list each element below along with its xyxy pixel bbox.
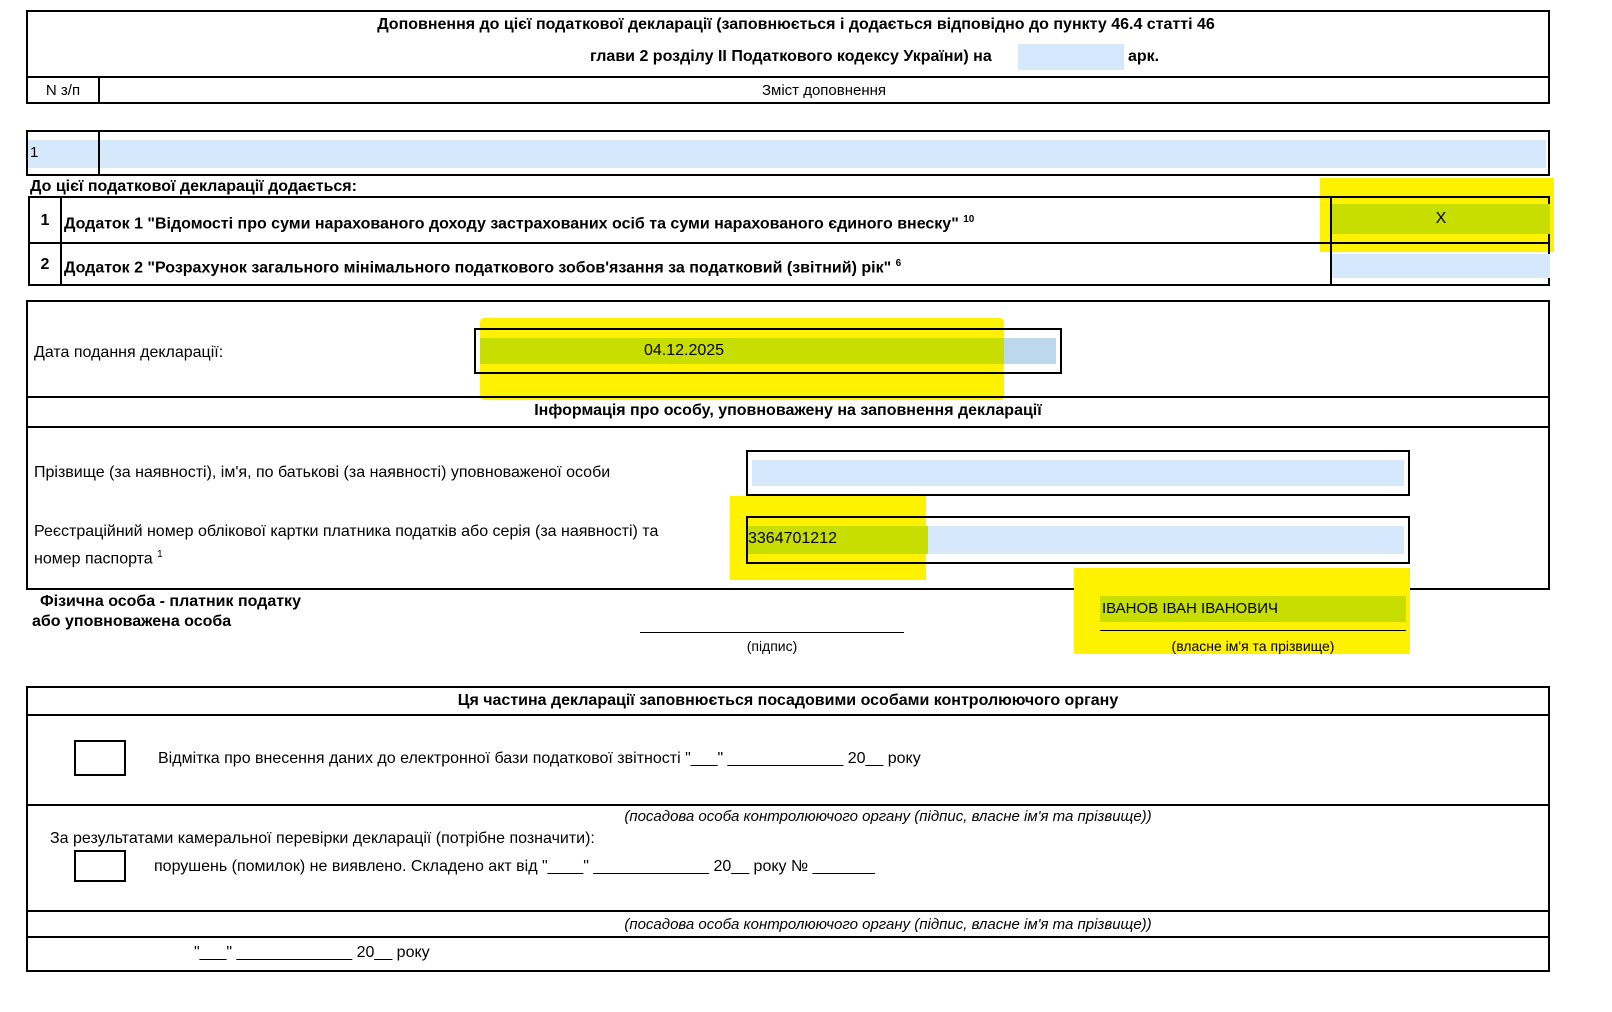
- sheets-count-field[interactable]: [1018, 44, 1124, 70]
- supplement-row-content[interactable]: [100, 140, 1546, 168]
- signer-name-caption: (власне ім'я та прізвище): [1171, 638, 1335, 654]
- col-number-header: N з/п: [45, 82, 81, 99]
- submission-section: [26, 300, 1550, 590]
- signer-name-field[interactable]: ІВАНОВ ІВАН ІВАНОВИЧ: [1100, 596, 1406, 622]
- signer-role: Фізична особа - платник податку або уповноважена особа: [32, 593, 301, 630]
- official-caption-2: (посадова особа контролюючого органу (підпис, власне ім'я та прізвище)): [624, 916, 1152, 933]
- attachment-1-label: Додаток 1 "Відомості про суми нарахованого доходу застрахованих осіб та суми нарахованого єдиного внеску" $^{10}$: [64, 214, 975, 233]
- sheets-suffix: арк.: [1128, 48, 1160, 65]
- attachment-2-footnote: 6: [895, 258, 902, 269]
- authorized-id-field[interactable]: 3364701212: [748, 530, 837, 547]
- control-date-line: "___" _____________ 20__ року: [194, 944, 430, 961]
- supplement-title-line2: [590, 48, 1290, 74]
- attachments-heading: До цієї податкової декларації додається:: [30, 178, 357, 195]
- col-content-header: Зміст доповнення: [761, 82, 887, 99]
- supplement-title-line1: Доповнення до цієї податкової декларації (заповнюється і додається відповідно до пункту 46.4 статті 46: [377, 16, 1215, 33]
- attachment-1-number: 1: [40, 212, 50, 229]
- electronic-base-checkbox[interactable]: [74, 740, 126, 776]
- supplement-title-prefix: глави 2 розділу ІІ Податкового кодексу України) на: [590, 48, 992, 65]
- supplement-section: [26, 10, 1550, 104]
- attachment-2-label: Додаток 2 "Розрахунок загального мінімального податкового зобов'язання за податковий (звітний) рік" $^6$: [64, 258, 902, 277]
- authorized-name-field[interactable]: [752, 460, 1404, 486]
- official-caption-1: (посадова особа контролюючого органу (підпис, власне ім'я та прізвище)): [624, 808, 1152, 825]
- date-field-box: [474, 328, 1062, 374]
- signature-caption: (підпис): [746, 638, 798, 654]
- attachment-1-mark[interactable]: X: [1332, 204, 1550, 234]
- attachments-table: [28, 196, 1550, 286]
- no-violations-text: порушень (помилок) не виявлено. Складено акт від "____" _____________ 20__ року № _______: [154, 858, 875, 875]
- check-heading: За результатами камеральної перевірки декларації (потрібне позначити):: [50, 830, 595, 847]
- control-heading: Ця частина декларації заповнюється посадовими особами контролюючого органу: [457, 692, 1119, 709]
- signature-line: [640, 632, 904, 633]
- submission-date-label: Дата подання декларації:: [34, 344, 224, 361]
- supplement-row-number[interactable]: 1: [28, 140, 98, 168]
- attachment-1-footnote: 10: [963, 214, 975, 225]
- electronic-base-text: Відмітка про внесення даних до електронної бази податкової звітності "___" _____________ 20__ року: [158, 750, 921, 767]
- attachment-2-number: 2: [40, 256, 50, 273]
- authorized-name-label: Прізвище (за наявності), ім'я, по батькові (за наявності) уповноваженої особи: [34, 464, 611, 481]
- authorized-heading: Інформація про особу, уповноважену на заповнення декларації: [534, 402, 1042, 419]
- control-section: [26, 686, 1550, 972]
- no-violations-checkbox[interactable]: [74, 850, 126, 882]
- attachment-2-mark[interactable]: [1332, 254, 1550, 278]
- authorized-id-label: Реєстраційний номер облікової картки платника податків або серія (за наявності) та номер паспорта $^1$: [34, 523, 659, 568]
- submission-date-field[interactable]: 04.12.2025: [643, 342, 725, 359]
- supplement-row: [26, 130, 1550, 176]
- authorized-name-box: [746, 450, 1410, 496]
- authorized-id-box: [746, 516, 1410, 564]
